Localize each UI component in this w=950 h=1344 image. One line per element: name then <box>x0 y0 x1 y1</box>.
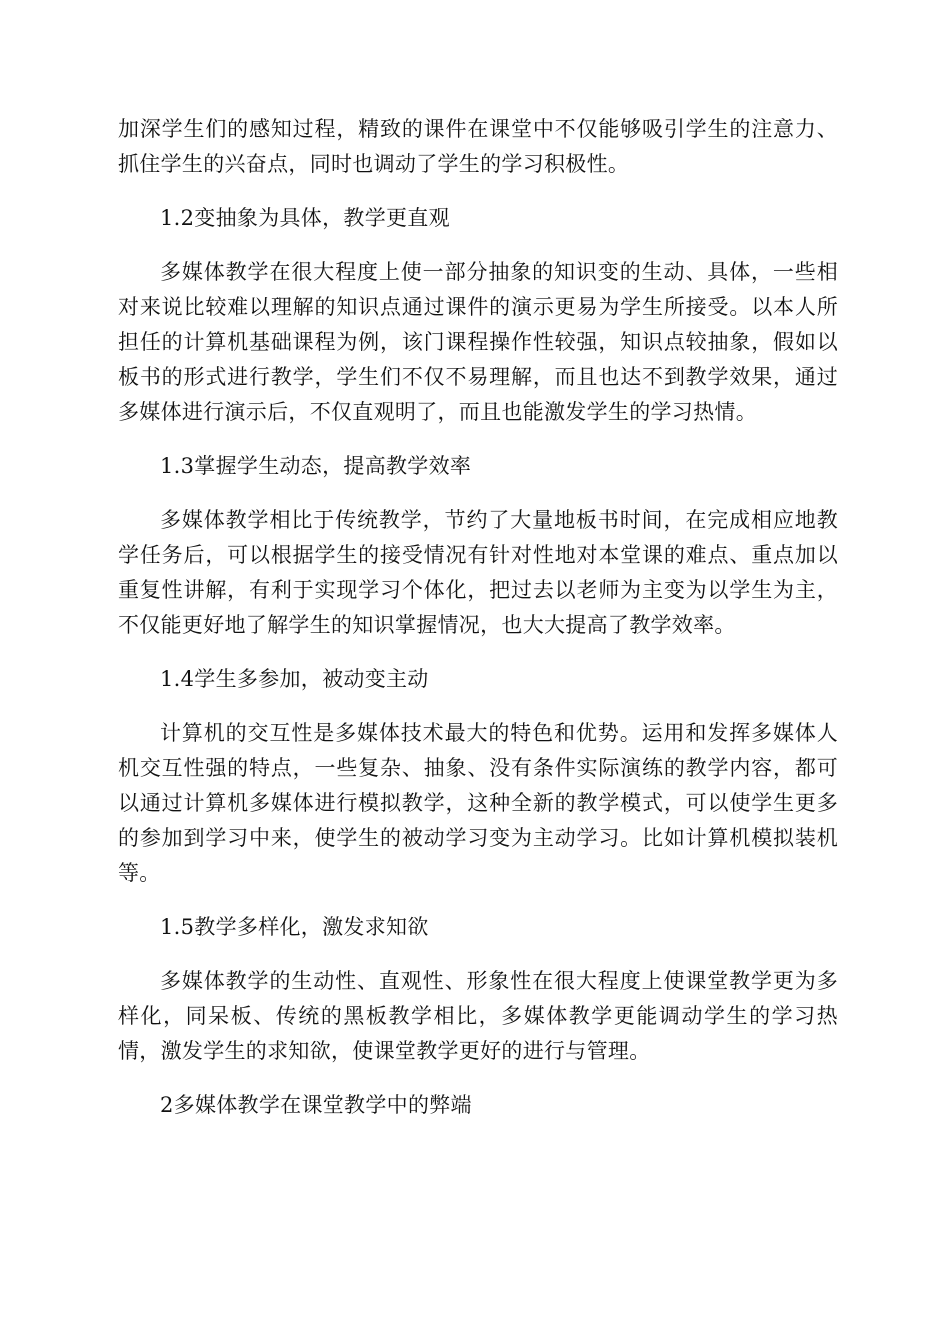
section-heading-1-4: 1.4学生多参加，被动变主动 <box>160 667 429 691</box>
paragraph-1-5: 多媒体教学的生动性、直观性、形象性在很大程度上使课堂教学更为多样化，同呆板、传统的黑板教学相比，多媒体教学更能调动学生的学习热情，激发学生的求知欲，使课堂教学更好的进行与管理。 <box>118 969 838 1063</box>
paragraph-1-2: 多媒体教学在很大程度上使一部分抽象的知识变的生动、具体，一些相对来说比较难以理解的知识点通过课件的演示更易为学生所接受。以本人所担任的计算机基础课程为例，该门课程操作性较强，知识点较抽象，假如以板书的形式进行教学，学生们不仅不易理解，而且也达不到教学效果，通过多媒体进行演示后，不仅直观明了，而且也能激发学生的学习热情。 <box>118 260 838 424</box>
section-heading-2: 2多媒体教学在课堂教学中的弊端 <box>160 1093 472 1117</box>
section-heading-1-2: 1.2变抽象为具体，教学更直观 <box>160 206 450 230</box>
paragraph-intro-continuation: 加深学生们的感知过程，精致的课件在课堂中不仅能够吸引学生的注意力、抓住学生的兴奋点，同时也调动了学生的学习积极性。 <box>118 117 838 176</box>
paragraph-1-3: 多媒体教学相比于传统教学，节约了大量地板书时间，在完成相应地教学任务后，可以根据学生的接受情况有针对性地对本堂课的难点、重点加以重复性讲解，有利于实现学习个体化，把过去以老师为主变为以学生为主，不仅能更好地了解学生的知识掌握情况，也大大提高了教学效率。 <box>118 508 838 637</box>
section-heading-1-3: 1.3掌握学生动态，提高教学效率 <box>160 454 472 478</box>
section-heading-1-5: 1.5教学多样化，激发求知欲 <box>160 915 429 939</box>
paragraph-1-4: 计算机的交互性是多媒体技术最大的特色和优势。运用和发挥多媒体人机交互性强的特点，一些复杂、抽象、没有条件实际演练的教学内容，都可以通过计算机多媒体进行模拟教学，这种全新的教学模式，可以使学生更多的参加到学习中来，使学生的被动学习变为主动学习。比如计算机模拟装机等。 <box>118 721 838 885</box>
document-page <box>118 112 838 1142</box>
